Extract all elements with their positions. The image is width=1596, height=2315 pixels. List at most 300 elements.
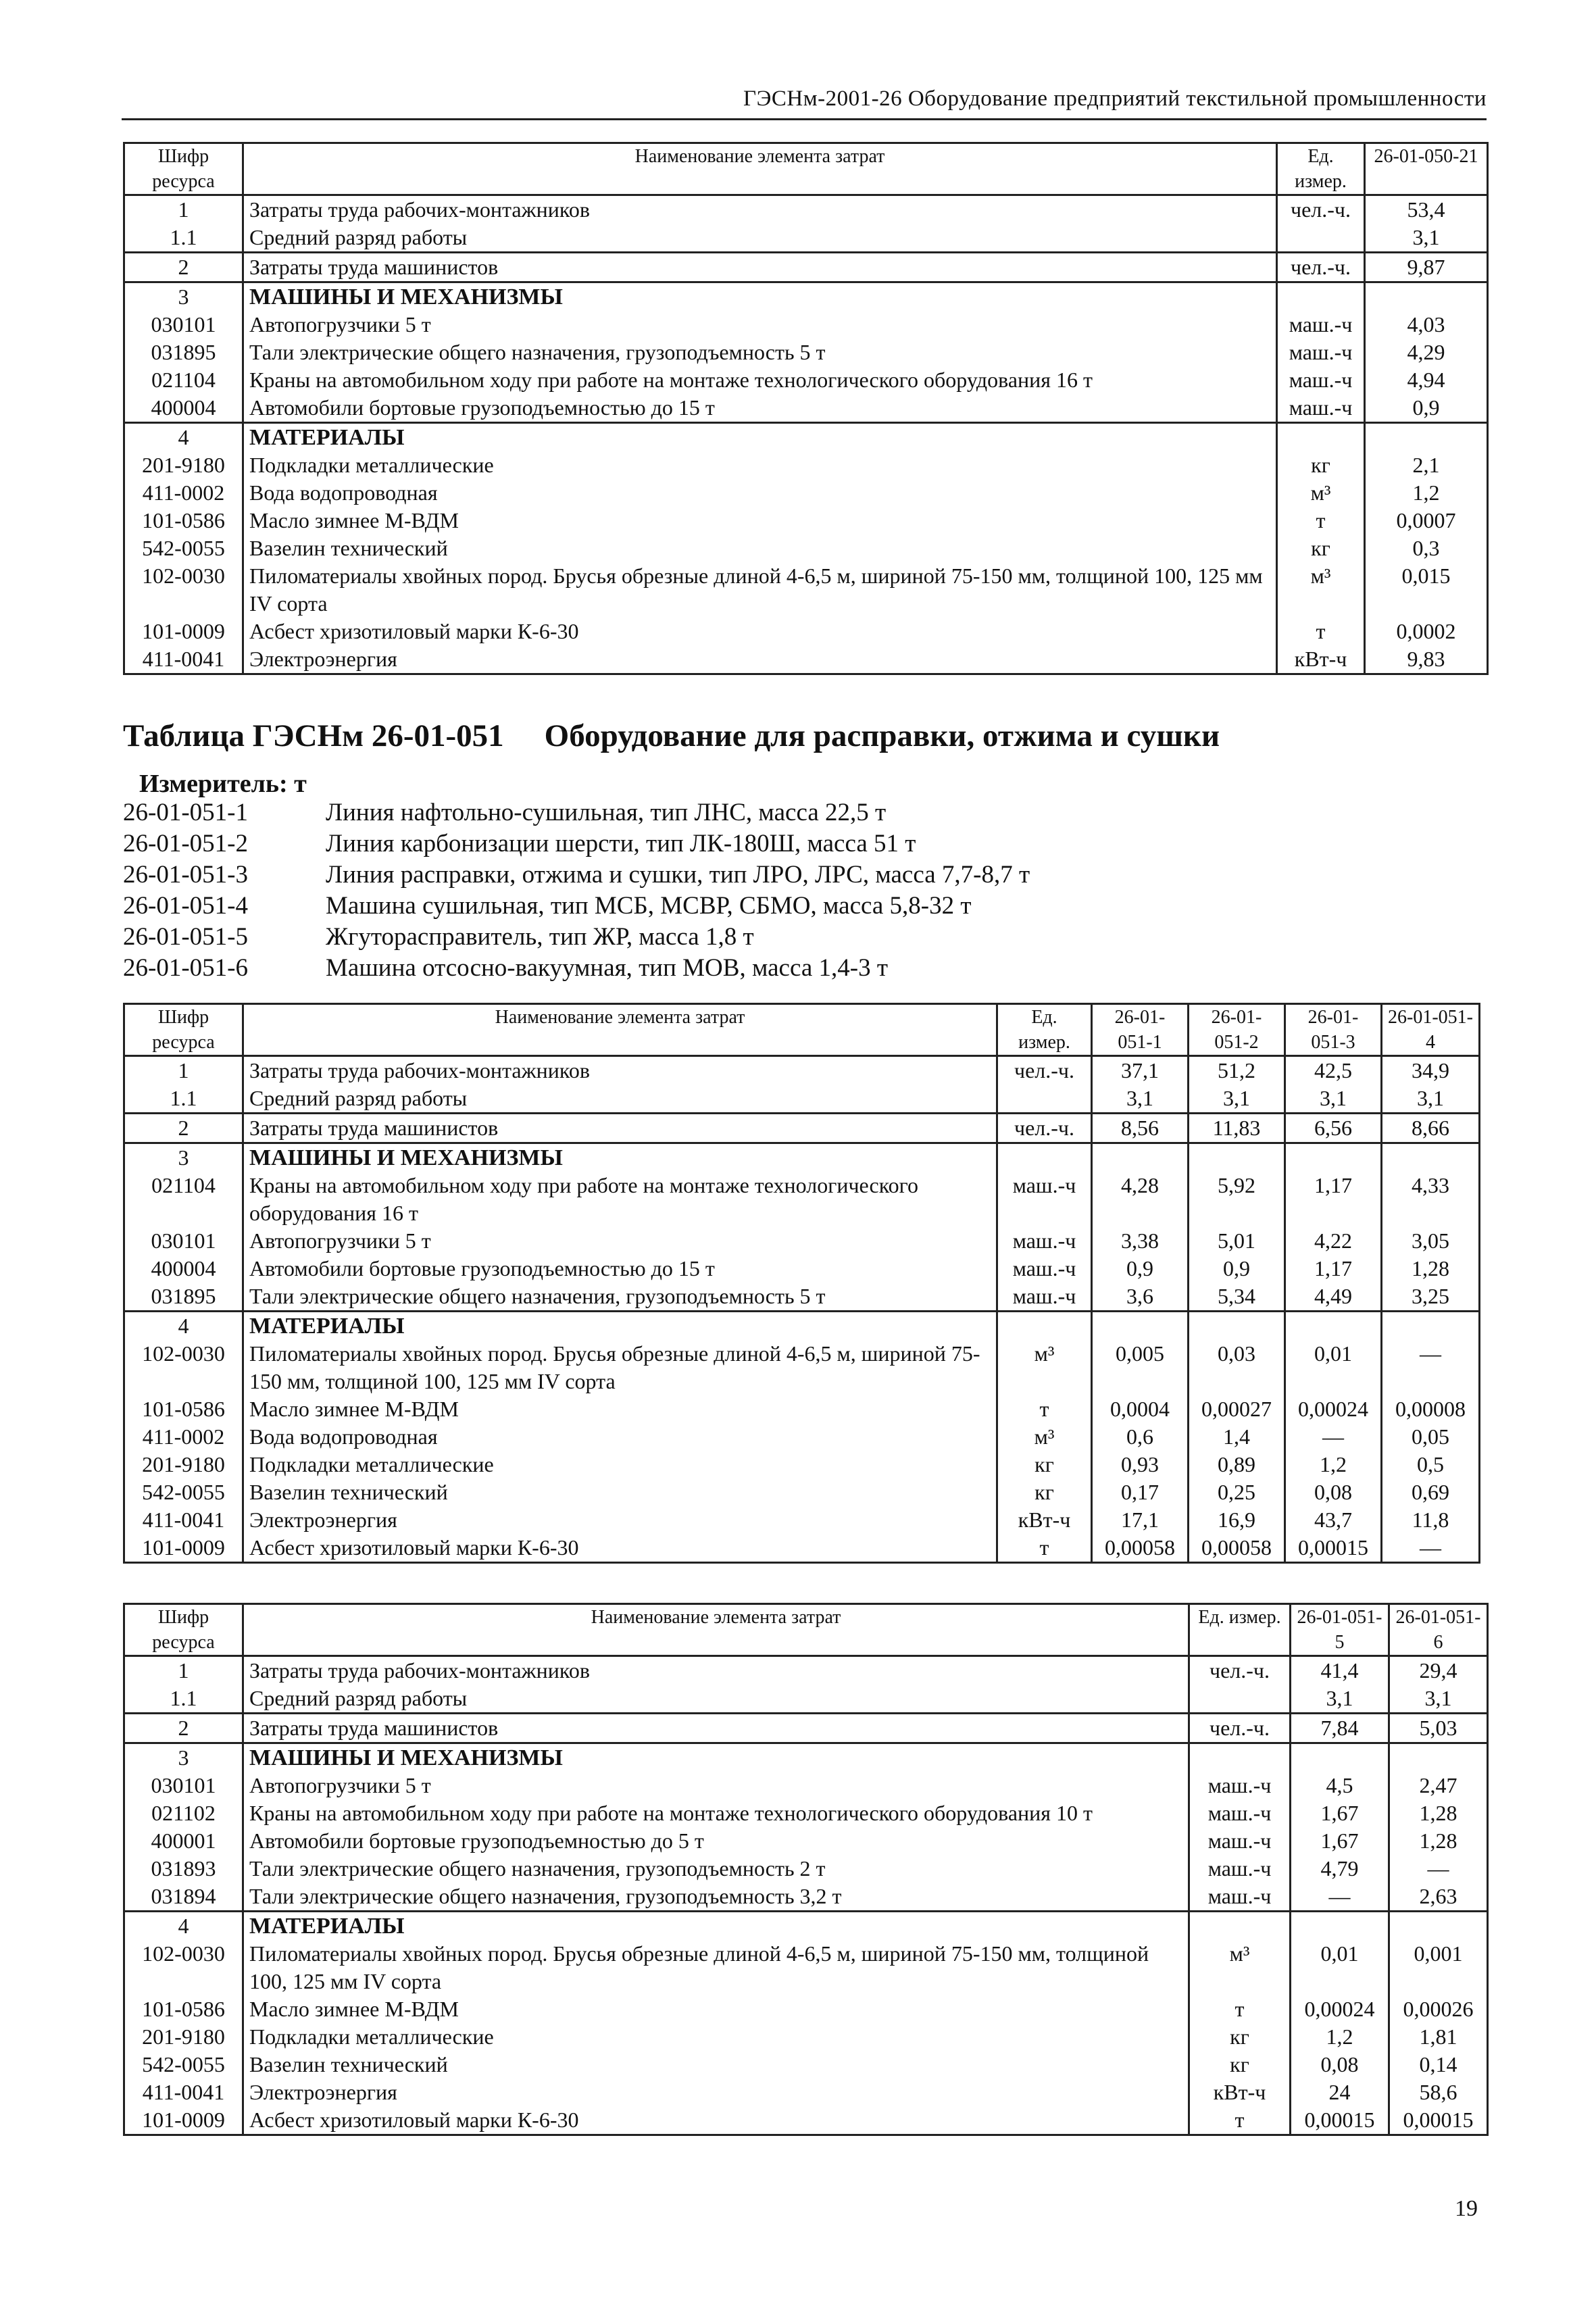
resource-name: Асбест хризотиловый марки К-6-30 [249, 619, 579, 643]
resource-code: 030101 [124, 1772, 243, 1799]
unit: маш.-ч [1189, 1883, 1291, 1912]
norm-value: 1,28 [1389, 1799, 1488, 1827]
norm-value: 0,5 [1382, 1451, 1480, 1478]
unit [997, 1143, 1092, 1172]
norm-value: 0,14 [1389, 2051, 1488, 2078]
norm-value: 0,6 [1092, 1423, 1189, 1451]
norm-value: 9,87 [1365, 253, 1488, 282]
header-unit: Ед. измер. [1277, 143, 1365, 195]
unit: маш.-ч [1277, 339, 1365, 366]
norm-value: 2,1 [1365, 451, 1488, 479]
resource-name: Тали электрические общего назначения, грузоподъемность 5 т [249, 340, 826, 364]
resource-code: 201-9180 [124, 1451, 243, 1478]
resource-name: Подкладки металлические [249, 1452, 494, 1476]
resource-code: 1.1 [124, 1685, 243, 1714]
norm-value: 0,00058 [1092, 1534, 1189, 1563]
resource-name: Пиломатериалы хвойных пород. Брусья обрезные длиной 4-6,5 м, шириной 75-150 мм, толщиной 100, 125 мм IV сорта [249, 1941, 1149, 1993]
norm-value: — [1389, 1855, 1488, 1883]
resource-code: 021104 [124, 1172, 243, 1227]
resource-code: 400004 [124, 394, 243, 423]
resource-name-cell [243, 1085, 997, 1114]
unit [1277, 423, 1365, 452]
header-unit: Ед. измер. [1189, 1604, 1291, 1656]
norm-value: 4,94 [1365, 366, 1488, 394]
resource-code: 101-0009 [124, 618, 243, 645]
table-row [124, 534, 1488, 562]
norm-value [1285, 1312, 1382, 1341]
norm-value: 2,63 [1389, 1883, 1488, 1912]
table-row [124, 366, 1488, 394]
norm-value: 0,0002 [1365, 618, 1488, 645]
table-row [124, 645, 1488, 674]
norm-value: 8,56 [1092, 1114, 1189, 1143]
norm-value: 53,4 [1365, 195, 1488, 224]
unit: кг [1277, 451, 1365, 479]
table-title [123, 718, 1220, 754]
section-heading: МАТЕРИАЛЫ [249, 1314, 405, 1339]
resource-name: Автомобили бортовые грузоподъемностью до 15 т [249, 395, 715, 420]
resource-name-cell [243, 562, 1277, 618]
norm-value: 1,28 [1382, 1255, 1480, 1283]
norm-value: 3,38 [1092, 1227, 1189, 1255]
norm-value: 5,92 [1189, 1172, 1285, 1227]
resource-name-cell [243, 507, 1277, 534]
norm-value: 0,25 [1189, 1478, 1285, 1506]
header-name: Наименование элемента затрат [243, 143, 1277, 195]
norm-value: 1,17 [1285, 1255, 1382, 1283]
norm-value: 0,9 [1189, 1255, 1285, 1283]
norm-value: 3,1 [1291, 1685, 1389, 1714]
norm-value: 0,89 [1189, 1451, 1285, 1478]
unit [1189, 1685, 1291, 1714]
header-norm-code: 26-01-051-6 [1389, 1604, 1488, 1656]
unit: чел.-ч. [1189, 1656, 1291, 1685]
resource-name: Электроэнергия [249, 2080, 397, 2104]
norm-value: 1,2 [1365, 479, 1488, 507]
resource-code: 101-0009 [124, 1534, 243, 1563]
norm-value: 4,28 [1092, 1172, 1189, 1227]
norm-value: 41,4 [1291, 1656, 1389, 1685]
variant-description: Машина сушильная, тип МСБ, МСВР, СБМО, масса 5,8-32 т [326, 892, 972, 920]
resource-name: Асбест хризотиловый марки К-6-30 [249, 1535, 579, 1560]
running-header: ГЭСНм-2001-26 Оборудование предприятий текстильной промышленности [743, 86, 1487, 111]
variant-description: Линия карбонизации шерсти, тип ЛК-180Ш, масса 51 т [326, 830, 916, 857]
section-heading: МАШИНЫ И МЕХАНИЗМЫ [249, 1145, 563, 1170]
norm-value: 0,005 [1092, 1340, 1189, 1395]
resource-name: Средний разряд работы [249, 1686, 468, 1710]
resource-name-cell [243, 1772, 1189, 1799]
resource-code: 542-0055 [124, 1478, 243, 1506]
norm-value: — [1382, 1534, 1480, 1563]
variant-row [123, 922, 1030, 953]
table-row [124, 1827, 1488, 1855]
norm-value [1389, 1743, 1488, 1772]
resource-code: 102-0030 [124, 562, 243, 618]
table-row [124, 1883, 1488, 1912]
unit: кг [1189, 2023, 1291, 2051]
resource-name: Вазелин технический [249, 536, 448, 560]
unit [1277, 282, 1365, 312]
variant-description: Линия расправки, отжима и сушки, тип ЛРО, ЛРС, масса 7,7-8,7 т [326, 861, 1030, 889]
resource-name: Электроэнергия [249, 1508, 397, 1532]
resource-code: 030101 [124, 311, 243, 339]
resource-name-cell [243, 1855, 1189, 1883]
resource-name-cell [243, 534, 1277, 562]
resource-code: 411-0041 [124, 645, 243, 674]
norm-value: 0,17 [1092, 1478, 1189, 1506]
resource-name: Затраты труда рабочих-монтажников [249, 1058, 590, 1082]
resource-name-cell [243, 1940, 1189, 1995]
resource-name-cell [243, 394, 1277, 423]
resource-code: 201-9180 [124, 451, 243, 479]
resource-code: 2 [124, 1114, 243, 1143]
table-row [124, 282, 1488, 312]
norm-value: 17,1 [1092, 1506, 1189, 1534]
unit [1189, 1743, 1291, 1772]
unit: м³ [997, 1423, 1092, 1451]
table-row [124, 1340, 1480, 1395]
norm-value: 43,7 [1285, 1506, 1382, 1534]
table-row [124, 2023, 1488, 2051]
norm-value: 0,3 [1365, 534, 1488, 562]
variant-row [123, 891, 1030, 922]
resource-name-cell [243, 1395, 997, 1423]
table-row [124, 507, 1488, 534]
norm-value: 3,1 [1382, 1085, 1480, 1114]
page-number: 19 [1455, 2196, 1478, 2221]
norm-value: 3,1 [1365, 224, 1488, 253]
resource-code: 2 [124, 1714, 243, 1743]
unit: маш.-ч [1277, 366, 1365, 394]
resource-name-cell [243, 2051, 1189, 2078]
norm-value: 0,00008 [1382, 1395, 1480, 1423]
norm-value: 34,9 [1382, 1056, 1480, 1085]
variant-description: Машина отсосно-вакуумная, тип МОВ, масса 1,4-3 т [326, 954, 888, 982]
norm-value: 0,01 [1285, 1340, 1382, 1395]
table-header-row [124, 1604, 1488, 1656]
resource-code: 201-9180 [124, 2023, 243, 2051]
table-row [124, 1714, 1488, 1743]
unit: кВт-ч [997, 1506, 1092, 1534]
norm-value: 4,29 [1365, 339, 1488, 366]
table-row [124, 1940, 1488, 1995]
norm-value [1291, 1743, 1389, 1772]
resource-name: Затраты труда рабочих-монтажников [249, 197, 590, 222]
unit [997, 1312, 1092, 1341]
resource-name: Автопогрузчики 5 т [249, 312, 431, 337]
norm-value: 0,01 [1291, 1940, 1389, 1995]
norm-value: 3,1 [1189, 1085, 1285, 1114]
resource-name-cell [243, 451, 1277, 479]
table-row [124, 394, 1488, 423]
table-row [124, 1478, 1480, 1506]
resource-name-cell [243, 1912, 1189, 1941]
unit: маш.-ч [997, 1172, 1092, 1227]
table-row [124, 1656, 1488, 1685]
resource-name: Затраты труда машинистов [249, 255, 499, 279]
norm-value: 0,0004 [1092, 1395, 1189, 1423]
resource-name-cell [243, 1227, 997, 1255]
norm-value: 16,9 [1189, 1506, 1285, 1534]
unit: чел.-ч. [1189, 1714, 1291, 1743]
resource-code: 4 [124, 1912, 243, 1941]
resource-table-050-21 [123, 142, 1489, 675]
resource-name: Автомобили бортовые грузоподъемностью до 5 т [249, 1828, 704, 1853]
norm-value: 0,00024 [1291, 1995, 1389, 2023]
resource-name-cell [243, 1478, 997, 1506]
table-row [124, 2051, 1488, 2078]
resource-name-cell [243, 1143, 997, 1172]
norm-value: 0,93 [1092, 1451, 1189, 1478]
unit: чел.-ч. [1277, 253, 1365, 282]
unit: кг [997, 1478, 1092, 1506]
norm-value: 0,08 [1291, 2051, 1389, 2078]
norm-value: 0,0007 [1365, 507, 1488, 534]
norm-value: 4,5 [1291, 1772, 1389, 1799]
norm-value [1291, 1912, 1389, 1941]
header-norm-code: 26-01-051-1 [1092, 1004, 1189, 1056]
resource-name: Вода водопроводная [249, 1424, 438, 1449]
resource-name-cell [243, 1255, 997, 1283]
norm-value: 5,34 [1189, 1283, 1285, 1312]
unit: кг [1277, 534, 1365, 562]
table-row [124, 1451, 1480, 1478]
variant-row [123, 860, 1030, 891]
resource-name: Пиломатериалы хвойных пород. Брусья обрезные длиной 4-6,5 м, шириной 75-150 мм, толщиной 100, 125 мм IV сорта [249, 1341, 980, 1393]
resource-name: Краны на автомобильном ходу при работе на монтаже технологического оборудования 16 т [249, 1173, 918, 1225]
resource-code: 4 [124, 1312, 243, 1341]
resource-name-cell [243, 366, 1277, 394]
resource-name: Электроэнергия [249, 647, 397, 671]
norm-value [1365, 282, 1488, 312]
resource-name-cell [243, 2078, 1189, 2106]
resource-code: 3 [124, 282, 243, 312]
resource-name-cell [243, 339, 1277, 366]
resource-name: Средний разряд работы [249, 225, 468, 249]
norm-value: 4,22 [1285, 1227, 1382, 1255]
unit: маш.-ч [1189, 1772, 1291, 1799]
variant-row [123, 797, 1030, 828]
resource-code: 411-0041 [124, 1506, 243, 1534]
norm-value: 3,1 [1285, 1085, 1382, 1114]
norm-value: 4,03 [1365, 311, 1488, 339]
resource-name-cell [243, 195, 1277, 224]
norm-value: 6,56 [1285, 1114, 1382, 1143]
unit: чел.-ч. [997, 1114, 1092, 1143]
table-row [124, 1255, 1480, 1283]
resource-name: Тали электрические общего назначения, грузоподъемность 2 т [249, 1856, 826, 1881]
norm-value: — [1291, 1883, 1389, 1912]
norm-value: 4,79 [1291, 1855, 1389, 1883]
norm-value: 0,9 [1092, 1255, 1189, 1283]
resource-name-cell [243, 1172, 997, 1227]
unit: маш.-ч [997, 1227, 1092, 1255]
resource-name-cell [243, 311, 1277, 339]
unit: т [1189, 1995, 1291, 2023]
resource-name-cell [243, 645, 1277, 674]
norm-value [1382, 1143, 1480, 1172]
norm-value: 0,03 [1189, 1340, 1285, 1395]
unit: чел.-ч. [1277, 195, 1365, 224]
resource-name-cell [243, 282, 1277, 312]
table-row [124, 1743, 1488, 1772]
norm-value: 1,67 [1291, 1827, 1389, 1855]
resource-name-cell [243, 1883, 1189, 1912]
norm-value: 1,2 [1291, 2023, 1389, 2051]
table-row [124, 1912, 1488, 1941]
unit: м³ [1277, 562, 1365, 618]
norm-value [1092, 1143, 1189, 1172]
unit: м³ [997, 1340, 1092, 1395]
norm-value: 29,4 [1389, 1656, 1488, 1685]
unit: кВт-ч [1277, 645, 1365, 674]
norm-value: 0,9 [1365, 394, 1488, 423]
resource-name: Вода водопроводная [249, 480, 438, 505]
norm-value: 1,81 [1389, 2023, 1488, 2051]
resource-code: 101-0586 [124, 1395, 243, 1423]
resource-name: Тали электрические общего назначения, грузоподъемность 5 т [249, 1284, 826, 1308]
norm-value: 3,05 [1382, 1227, 1480, 1255]
unit: т [1189, 2106, 1291, 2135]
variant-code: 26-01-051-5 [123, 923, 248, 951]
unit: маш.-ч [1189, 1827, 1291, 1855]
unit: маш.-ч [997, 1283, 1092, 1312]
resource-name-cell [243, 253, 1277, 282]
norm-value: 0,05 [1382, 1423, 1480, 1451]
norm-value: 0,00015 [1285, 1534, 1382, 1563]
table-row [124, 618, 1488, 645]
unit: кг [997, 1451, 1092, 1478]
norm-value: 0,015 [1365, 562, 1488, 618]
header-code: Шифр ресурса [124, 143, 243, 195]
resource-name-cell [243, 2023, 1189, 2051]
norm-value: 0,00026 [1389, 1995, 1488, 2023]
table-header-row [124, 1004, 1480, 1056]
resource-code: 031894 [124, 1883, 243, 1912]
resource-name-cell [243, 423, 1277, 452]
table-row [124, 253, 1488, 282]
norm-value: 42,5 [1285, 1056, 1382, 1085]
table-name: Оборудование для расправки, отжима и сушки [544, 718, 1220, 753]
resource-code: 3 [124, 1743, 243, 1772]
resource-name: Средний разряд работы [249, 1086, 468, 1110]
resource-table-051-5-6 [123, 1603, 1489, 2136]
resource-name: Краны на автомобильном ходу при работе на монтаже технологического оборудования 10 т [249, 1801, 1093, 1825]
resource-code: 411-0041 [124, 2078, 243, 2106]
resource-code: 1 [124, 1656, 243, 1685]
table-row [124, 479, 1488, 507]
norm-value: 0,00058 [1189, 1534, 1285, 1563]
variant-code: 26-01-051-1 [123, 799, 248, 826]
variant-list [123, 797, 1030, 984]
unit: кг [1189, 2051, 1291, 2078]
table-row [124, 311, 1488, 339]
resource-name-cell [243, 1799, 1189, 1827]
variant-row [123, 828, 1030, 860]
unit: т [997, 1534, 1092, 1563]
variant-code: 26-01-051-3 [123, 861, 248, 889]
resource-code: 021102 [124, 1799, 243, 1827]
resource-name: Асбест хризотиловый марки К-6-30 [249, 2108, 579, 2132]
resource-code: 1 [124, 195, 243, 224]
norm-value [1382, 1312, 1480, 1341]
variant-row [123, 953, 1030, 984]
resource-name-cell [243, 2106, 1189, 2135]
resource-name: Автопогрузчики 5 т [249, 1773, 431, 1797]
resource-code: 101-0009 [124, 2106, 243, 2135]
resource-name: Автомобили бортовые грузоподъемностью до 15 т [249, 1256, 715, 1280]
resource-name: Краны на автомобильном ходу при работе на монтаже технологического оборудования 16 т [249, 368, 1093, 392]
resource-name-cell [243, 1056, 997, 1085]
resource-name-cell [243, 1534, 997, 1563]
resource-name-cell [243, 1743, 1189, 1772]
header-rule [122, 118, 1487, 120]
section-heading: МАТЕРИАЛЫ [249, 1914, 405, 1939]
table-row [124, 562, 1488, 618]
norm-value: 4,49 [1285, 1283, 1382, 1312]
norm-value [1365, 423, 1488, 452]
table-row [124, 224, 1488, 253]
resource-code: 2 [124, 253, 243, 282]
table-row [124, 1685, 1488, 1714]
norm-value [1389, 1912, 1488, 1941]
norm-value: 0,00027 [1189, 1395, 1285, 1423]
header-norm-code: 26-01-051-2 [1189, 1004, 1285, 1056]
table-row [124, 1143, 1480, 1172]
table-header-row [124, 143, 1488, 195]
table-row [124, 1799, 1488, 1827]
norm-value: 0,00015 [1291, 2106, 1389, 2135]
table-row [124, 451, 1488, 479]
table-row [124, 1423, 1480, 1451]
resource-code: 3 [124, 1143, 243, 1172]
norm-value: 5,01 [1189, 1227, 1285, 1255]
norm-value: 0,001 [1389, 1940, 1488, 1995]
table-row [124, 1114, 1480, 1143]
norm-value: — [1382, 1340, 1480, 1395]
header-code: Шифр ресурса [124, 1604, 243, 1656]
header-name: Наименование элемента затрат [243, 1004, 997, 1056]
table-row [124, 1772, 1488, 1799]
norm-value: 5,03 [1389, 1714, 1488, 1743]
unit: маш.-ч [1277, 311, 1365, 339]
norm-value: 1,2 [1285, 1451, 1382, 1478]
norm-value: 7,84 [1291, 1714, 1389, 1743]
table-row [124, 1395, 1480, 1423]
table-row [124, 2106, 1488, 2135]
norm-value: 1,17 [1285, 1172, 1382, 1227]
resource-code: 411-0002 [124, 479, 243, 507]
unit: м³ [1189, 1940, 1291, 1995]
unit: маш.-ч [1189, 1855, 1291, 1883]
unit [997, 1085, 1092, 1114]
resource-name-cell [243, 1995, 1189, 2023]
header-norm-code: 26-01-050-21 [1365, 143, 1488, 195]
unit: маш.-ч [1277, 394, 1365, 423]
resource-code: 101-0586 [124, 1995, 243, 2023]
norm-value: 37,1 [1092, 1056, 1189, 1085]
table-row [124, 1056, 1480, 1085]
resource-name: Вазелин технический [249, 1480, 448, 1504]
variant-code: 26-01-051-6 [123, 954, 248, 982]
unit: кВт-ч [1189, 2078, 1291, 2106]
norm-value: 24 [1291, 2078, 1389, 2106]
variant-description: Линия нафтольно-сушильная, тип ЛНС, масса 22,5 т [326, 799, 887, 826]
resource-code: 400004 [124, 1255, 243, 1283]
resource-name-cell [243, 618, 1277, 645]
resource-name-cell [243, 1114, 997, 1143]
unit: маш.-ч [997, 1255, 1092, 1283]
